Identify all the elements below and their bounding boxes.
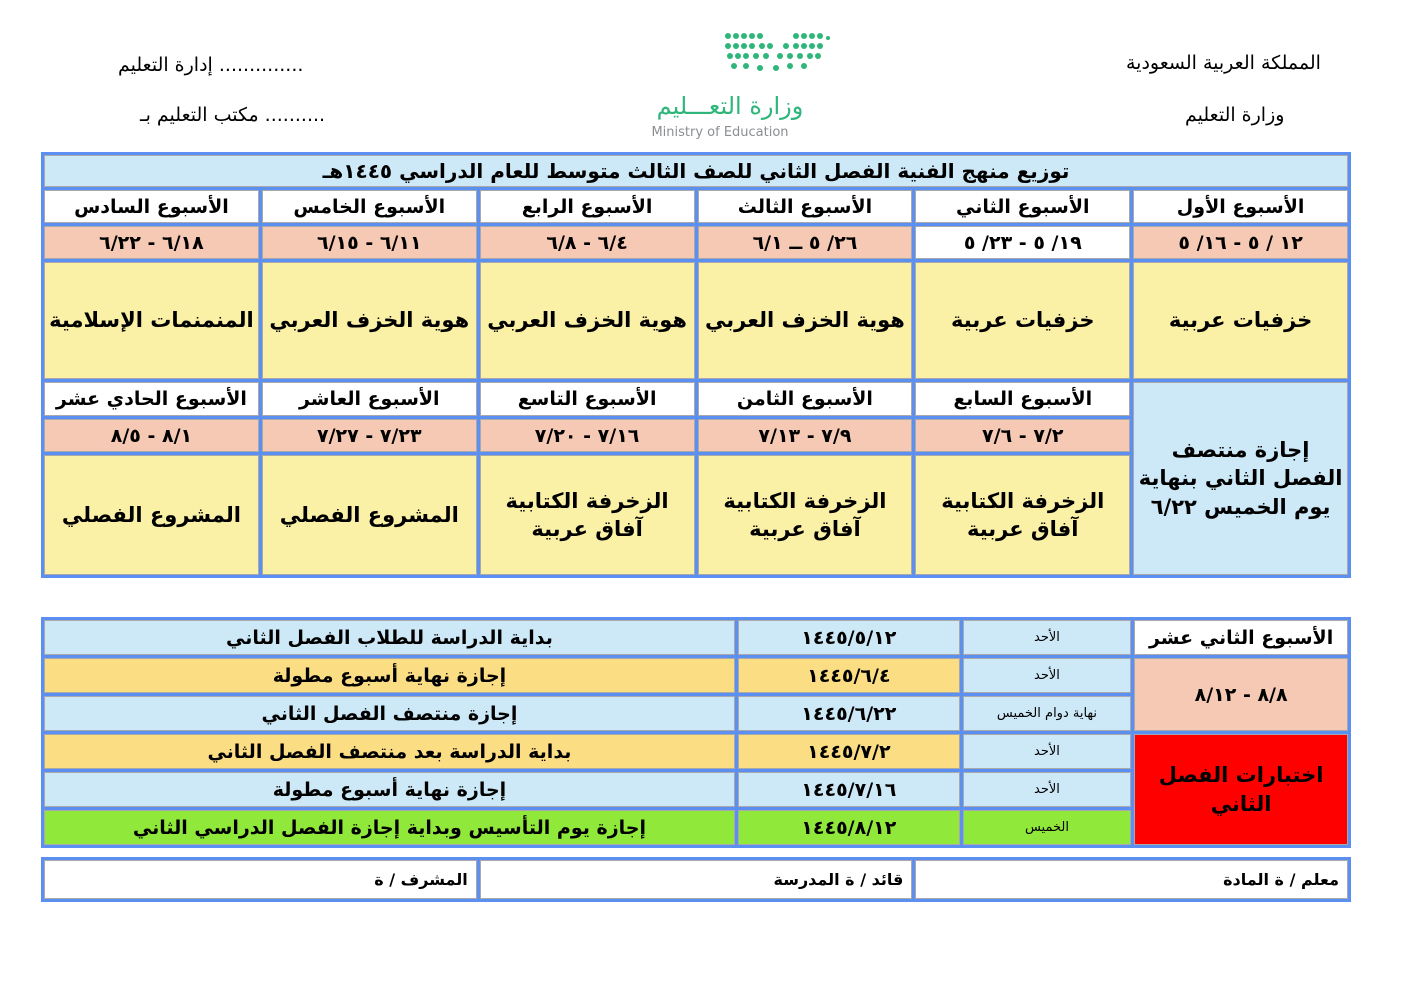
supervisor-signature: المشرف / ة: [44, 860, 477, 899]
education-admin-label: إدارة التعليم ..............: [118, 54, 304, 76]
week-2-date: ١٩/ ٥ - ٢٣/ ٥: [915, 226, 1130, 259]
event-4-desc: بداية الدراسة بعد منتصف الفصل الثاني: [44, 734, 735, 769]
week-11-topic: المشروع الفصلي: [44, 455, 259, 575]
ministry-logo-mark-icon: [630, 30, 830, 142]
week-8-topic: الزخرفة الكتابية آفاق عربية: [698, 455, 913, 575]
week-7-topic: الزخرفة الكتابية آفاق عربية: [915, 455, 1130, 575]
event-5-date: ١٤٤٥/٧/١٦: [738, 772, 960, 807]
signature-table: [41, 857, 1351, 902]
week-11-label: الأسبوع الحادي عشر: [44, 382, 259, 416]
week-12-label: الأسبوع الثاني عشر: [1134, 620, 1348, 655]
week-4-topic: هوية الخزف العربي: [480, 262, 695, 379]
week-10-label: الأسبوع العاشر: [262, 382, 477, 416]
week-6-date: ٦/١٨ - ٦/٢٢: [44, 226, 259, 259]
svg-text:وزارة التعـــليم: وزارة التعـــليم: [656, 92, 804, 120]
week-3-date: ٢٦/ ٥ ــ ٦/١: [698, 226, 913, 259]
plan-title: توزيع منهج الفنية الفصل الثاني للصف الثالث متوسط للعام الدراسي ١٤٤٥هـ: [44, 155, 1348, 187]
event-6-date: ١٤٤٥/٨/١٢: [738, 810, 960, 845]
teacher-signature: معلم / ة المادة: [915, 860, 1348, 899]
event-3-desc: إجازة منتصف الفصل الثاني: [44, 696, 735, 731]
ministry-logo: [630, 30, 830, 142]
event-1-date: ١٤٤٥/٥/١٢: [738, 620, 960, 655]
week-10-topic: المشروع الفصلي: [262, 455, 477, 575]
education-office-label: مكتب التعليم بـ ..........: [140, 104, 326, 126]
week-9-label: الأسبوع التاسع: [480, 382, 695, 416]
event-3-date: ١٤٤٥/٦/٢٢: [738, 696, 960, 731]
week-4-label: الأسبوع الرابع: [480, 190, 695, 223]
second-term-exams: اختبارات الفصل الثاني: [1134, 734, 1348, 845]
week-10-date: ٧/٢٣ - ٧/٢٧: [262, 419, 477, 452]
event-5-desc: إجازة نهاية أسبوع مطولة: [44, 772, 735, 807]
week-2-topic: خزفيات عربية: [915, 262, 1130, 379]
week-3-label: الأسبوع الثالث: [698, 190, 913, 223]
event-5-day: الأحد: [963, 772, 1131, 807]
week-12-date: ٨/٨ - ٨/١٢: [1134, 658, 1348, 731]
week-8-date: ٧/٩ - ٧/١٣: [698, 419, 913, 452]
week-3-topic: هوية الخزف العربي: [698, 262, 913, 379]
event-4-day: الأحد: [963, 734, 1131, 769]
week-6-topic: المنمنمات الإسلامية: [44, 262, 259, 379]
week-1-topic: خزفيات عربية: [1133, 262, 1348, 379]
week-5-topic: هوية الخزف العربي: [262, 262, 477, 379]
week-7-label: الأسبوع السابع: [915, 382, 1130, 416]
event-1-desc: بداية الدراسة للطلاب الفصل الثاني: [44, 620, 735, 655]
week-1-date: ١٢ / ٥ - ١٦/ ٥: [1133, 226, 1348, 259]
midterm-break-note: إجازة منتصف الفصل الثاني بنهاية يوم الخميس ٦/٢٢: [1133, 382, 1348, 575]
week-1-label: الأسبوع الأول: [1133, 190, 1348, 223]
week-7-date: ٧/٢ - ٧/٦: [915, 419, 1130, 452]
event-1-day: الأحد: [963, 620, 1131, 655]
event-3-day: نهاية دوام الخميس: [963, 696, 1131, 731]
event-4-date: ١٤٤٥/٧/٢: [738, 734, 960, 769]
week-5-date: ٦/١١ - ٦/١٥: [262, 226, 477, 259]
week-11-date: ٨/١ - ٨/٥: [44, 419, 259, 452]
event-6-day: الخميس: [963, 810, 1131, 845]
svg-text:Ministry of Education: Ministry of Education: [651, 125, 789, 140]
week-5-label: الأسبوع الخامس: [262, 190, 477, 223]
event-2-day: الأحد: [963, 658, 1131, 693]
week-9-topic: الزخرفة الكتابية آفاق عربية: [480, 455, 695, 575]
week-9-date: ٧/١٦ - ٧/٢٠: [480, 419, 695, 452]
week-8-label: الأسبوع الثامن: [698, 382, 913, 416]
curriculum-plan-table: [41, 152, 1351, 578]
event-2-desc: إجازة نهاية أسبوع مطولة: [44, 658, 735, 693]
event-6-desc: إجازة يوم التأسيس وبداية إجازة الفصل الدراسي الثاني: [44, 810, 735, 845]
week-6-label: الأسبوع السادس: [44, 190, 259, 223]
principal-signature: قائد / ة المدرسة: [480, 860, 913, 899]
kingdom-label: المملكة العربية السعودية: [1126, 52, 1321, 74]
event-2-date: ١٤٤٥/٦/٤: [738, 658, 960, 693]
week-4-date: ٦/٤ - ٦/٨: [480, 226, 695, 259]
events-table: [41, 617, 1351, 848]
ministry-label: وزارة التعليم: [1185, 104, 1285, 126]
week-2-label: الأسبوع الثاني: [915, 190, 1130, 223]
